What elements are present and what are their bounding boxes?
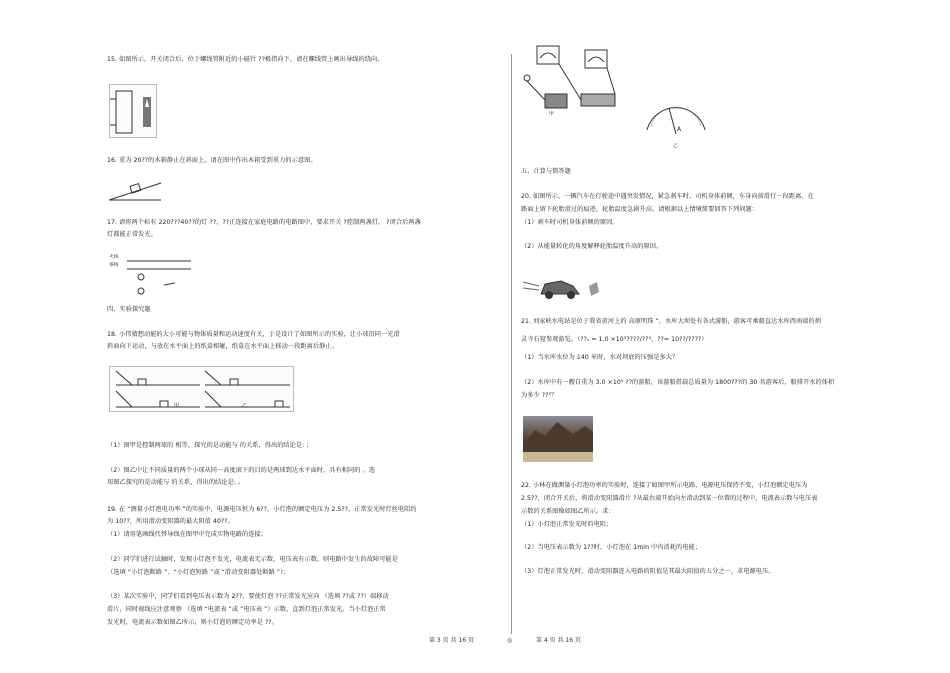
apparatus-a-label: 甲 xyxy=(549,112,554,117)
q22-line1: 22. 小林在做测量小灯泡功率的实验时，连接了如图甲所示电路，电源电压保持不变，小灯泡额定电压为 xyxy=(521,482,808,489)
q21-line2: 灵寺石窟参观游览。（??ₛ = 1.0 ×10³????/??³，??= 10??/????） xyxy=(521,336,708,343)
q20-part2: （2）从能量转化的角度解释轮胎温度升高的原因。 xyxy=(521,243,663,250)
braking-car-image xyxy=(521,272,603,304)
household-circuit-figure xyxy=(109,255,191,299)
ammeter-scale-figure xyxy=(641,94,711,164)
q18-line2: 斜面向下运动，与放在水平面上的纸盒相碰，纸盒在水平面上移动一段距离后静止。 xyxy=(107,343,338,350)
gorge-photo xyxy=(523,416,593,462)
solenoid-figure xyxy=(109,84,157,138)
q22-part2: （2）当电压表示数为 1??时，小灯泡在 1min 中内消耗的电能； xyxy=(521,544,701,551)
section-5-heading: 五、计算与简答题 xyxy=(521,168,571,175)
q18-line1: 18. 小伟猜想动能的大小可能与物体质量和运动速度有关，于是设计了如图所示的实验，让小球沿同一光滑 xyxy=(107,331,400,338)
column-divider xyxy=(511,54,512,634)
q21-part2-line1: （2）水库中有一艘自重为 3.0 ×10⁵ ??的游船，该游船搭载总质量为 1800???的 30 名游客后，船排开水的体积 xyxy=(521,379,835,386)
q21-part1: （1）当水库水位为 140 米时，水对坝底的压强是多大？ xyxy=(521,354,679,361)
q16-text: 16. 重为 20??的木箱静止在斜面上，请在图中作出木箱受到重力的示意图。 xyxy=(107,157,317,164)
q19-part2-line2: （选填 “小灯泡断路 ”、“小灯泡短路 ”或 “滑动变阻器处断路 ”）； xyxy=(107,569,290,576)
meter-letter: A xyxy=(677,126,682,133)
q22-part1: （1）小灯泡正常发光时的电阻； xyxy=(521,521,613,528)
page-separator-icon: ◎ xyxy=(507,637,513,644)
incline-box-figure xyxy=(109,180,163,202)
section-4-heading: 四、实验探究题 xyxy=(107,306,151,313)
q22-line2: 2.5??，闭合开关后，将滑动变阻器滑片 ?从最右端开始向左滑动到某一位置的过程中，电流表示数与电压表 xyxy=(521,495,818,502)
q15-text: 15. 如图所示，开关闭合后，位于螺线管附近的小磁针 ??极指向下，请在螺线管上画出导线的绕向。 xyxy=(107,56,384,63)
fig-a-label: 甲 xyxy=(174,403,180,409)
q19-part3-line2: 滑片，同时视线应注意观察 （选填 “电流表 ”或 “电压表 ”）示数，直到灯泡正常发光。当小灯泡正常 xyxy=(107,606,386,613)
footer-right-page-number: 第 4 页 共 16 页 xyxy=(536,637,581,644)
q19-part3-line3: 发光时，电流表示数如图乙所示，则小灯泡的额定功率是 ??。 xyxy=(107,619,278,626)
q17-line1: 17. 请将两个标有 220???40??的灯 ??、??正连接在家庭电路的电路图中，要求开关 ?控制两盏灯， ?闭合后两盏 xyxy=(107,219,421,226)
ammeter-b-label: 乙 xyxy=(673,144,678,149)
neutral-wire-label: 零线 xyxy=(109,263,119,268)
footer-left-page-number: 第 3 页 共 16 页 xyxy=(429,637,474,644)
q17-line2: 灯都能正常发光。 xyxy=(107,231,157,238)
q22-line3: 示数的关系图像如图乙所示。求： xyxy=(521,508,615,515)
circuit-apparatus-figure xyxy=(521,42,631,120)
kinetic-energy-figure xyxy=(109,366,294,412)
q20-line1: 20. 如图所示，一辆汽车在行驶途中遇突发情况，紧急刹车时，司机身体前倾，车身向前滑行一段距离，在 xyxy=(521,193,814,200)
q18-part1: （1）图甲是控制两球的 相等，探究的是动能与 的关系，得出的结论是: ； xyxy=(107,442,313,449)
q20-part1: （1）刹车时司机身体前倾的原因。 xyxy=(521,219,619,226)
q20-line2: 路面上留下轮胎滑过的痕迹，轮胎温度急剧升高。请根据以上情境简要回答下列问题： xyxy=(521,206,759,213)
fig-b-label: 乙 xyxy=(242,403,248,409)
q21-line1: 21. 刘家峡水电站是位于我省黄河上的 高原明珠 ”，水库大坝处有各式游船，游客可乘船直达水库西南端的炳 xyxy=(521,318,821,325)
q19-part1: （1）请用笔画线代替导线在图甲中完成实物电路的连接； xyxy=(107,531,267,538)
q19-line1: 19. 在 “测量小灯泡电功率 ”的实验中，电源电压恒为 6??，小灯泡的额定电压为 2.5??，正常发光时灯丝电阻约 xyxy=(107,506,417,513)
q22-part3: （3）灯泡正常发光时，滑动变阻器连入电路的阻值是其最大阻值的五分之一，求电源电压。 xyxy=(521,568,775,575)
q21-part2-line2: 为多少 ??³？ xyxy=(521,392,558,399)
q19-line2: 为 10??，所用滑动变阻器的最大阻值 40??。 xyxy=(107,518,234,525)
live-wire-label: 火线 xyxy=(109,255,119,260)
q19-part3-line1: （3）某次实验中，同学们看到电压表示数为 2??，要使灯泡 ??正常发光应向 （选填 ??或 ??）端移动 xyxy=(107,593,389,600)
q18-part2-line2: 用图乙探究的是动能与 的关系，得出的结论是: 。 xyxy=(107,479,245,486)
q18-part2-line1: （2）图乙中让不同质量的两个小球从同一高度滚下的目的是两球到达水平面时，具有相同的 。选 xyxy=(107,467,375,474)
q19-part2-line1: （2）同学们进行试触时，发现小灯泡不发光，电流表无示数，电压表有示数，则电路中发生的故障可能是 xyxy=(107,556,398,563)
